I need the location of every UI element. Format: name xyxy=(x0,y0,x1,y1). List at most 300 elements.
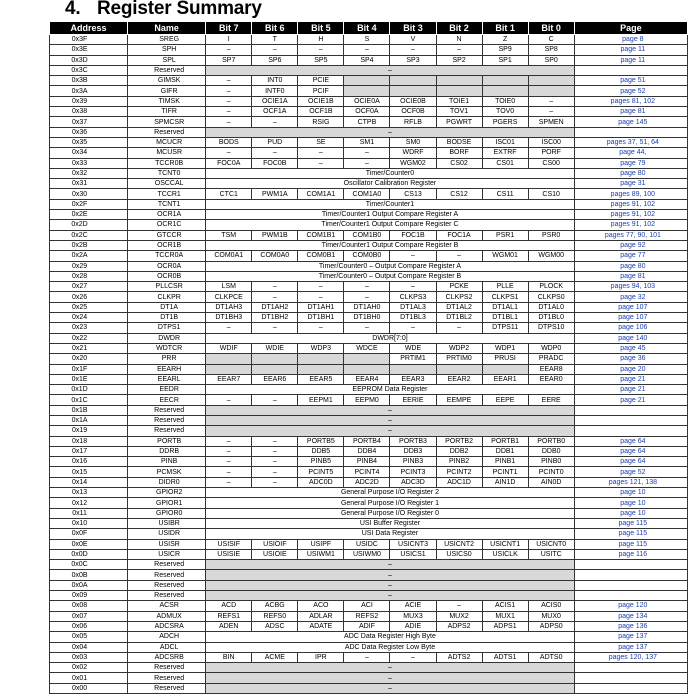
bit-cell: COM0B1 xyxy=(298,251,344,261)
table-row xyxy=(50,168,688,178)
bit-cell: EEPM0 xyxy=(344,395,390,405)
address-cell: 0x22 xyxy=(50,333,128,343)
register-name-cell: ADCSRA xyxy=(128,621,206,631)
address-cell: 0x17 xyxy=(50,446,128,456)
table-row xyxy=(50,127,688,137)
bit-cell: – xyxy=(206,436,252,446)
address-cell: 0x11 xyxy=(50,508,128,518)
bit-cell: SP6 xyxy=(252,55,298,65)
bit-cell: CLKPS2 xyxy=(436,292,482,302)
bit-cell: USIWM0 xyxy=(344,549,390,559)
bit-cell: PINB0 xyxy=(528,457,574,467)
address-cell: 0x12 xyxy=(50,498,128,508)
bit-cell: – xyxy=(206,96,252,106)
bit-cell: OCIE1B xyxy=(298,96,344,106)
page-ref-cell: page 52 xyxy=(574,467,687,477)
bit-cell: DDB4 xyxy=(344,446,390,456)
table-row xyxy=(50,137,688,147)
bit-cell: DT1AH1 xyxy=(298,302,344,312)
bit-cell: – xyxy=(206,86,252,96)
register-name-cell: TCCR0A xyxy=(128,251,206,261)
page-ref-cell: page 81 xyxy=(574,271,687,281)
bit-cell: I xyxy=(206,35,252,45)
column-header: Bit 1 xyxy=(482,22,528,35)
address-cell: 0x2F xyxy=(50,199,128,209)
register-span-cell: Timer/Counter1 Output Compare Register C xyxy=(206,220,575,230)
bit-cell: EEAR7 xyxy=(206,374,252,384)
bit-cell: COM1B0 xyxy=(344,230,390,240)
register-name-cell: Reserved xyxy=(128,591,206,601)
bit-cell: – xyxy=(206,467,252,477)
register-summary-table xyxy=(49,21,688,694)
bit-cell: PWM1A xyxy=(252,189,298,199)
bit-cell: – xyxy=(390,282,436,292)
bit-cell: – xyxy=(344,148,390,158)
bit-cell: S xyxy=(344,35,390,45)
bit-cell: WDE xyxy=(390,343,436,353)
bit-cell: PORTB4 xyxy=(344,436,390,446)
bit-cell: SP5 xyxy=(298,55,344,65)
register-span-cell: General Purpose I/O Register 1 xyxy=(206,498,575,508)
register-name-cell: GIFR xyxy=(128,86,206,96)
bit-cell: BORF xyxy=(436,148,482,158)
page-ref-cell: page 81 xyxy=(574,107,687,117)
register-name-cell: TCCR0B xyxy=(128,158,206,168)
table-row xyxy=(50,261,688,271)
bit-cell: USICS0 xyxy=(436,549,482,559)
bit-cell: PRTIM0 xyxy=(436,354,482,364)
page-ref-cell: page 36 xyxy=(574,354,687,364)
bit-cell: ACIS1 xyxy=(482,601,528,611)
bit-cell: PCINT5 xyxy=(298,467,344,477)
register-name-cell: Reserved xyxy=(128,663,206,673)
table-row xyxy=(50,374,688,384)
bit-cell: ADTS0 xyxy=(528,652,574,662)
table-row xyxy=(50,210,688,220)
bit-cell: OCIE0A xyxy=(344,96,390,106)
register-span-cell: DWDR[7:0] xyxy=(206,333,575,343)
bit-cell: DDB5 xyxy=(298,446,344,456)
bit-cell: EEAR1 xyxy=(482,374,528,384)
bit-cell: – xyxy=(344,282,390,292)
address-cell: 0x38 xyxy=(50,107,128,117)
bit-cell xyxy=(528,86,574,96)
table-row xyxy=(50,395,688,405)
page-ref-cell: page 115 xyxy=(574,539,687,549)
bit-cell: V xyxy=(390,35,436,45)
bit-cell: – xyxy=(344,652,390,662)
register-span-cell: – xyxy=(206,426,575,436)
register-name-cell: EEARH xyxy=(128,364,206,374)
register-name-cell: DDRB xyxy=(128,446,206,456)
table-row xyxy=(50,611,688,621)
bit-cell: ADC3D xyxy=(390,477,436,487)
page-ref-cell: page 10 xyxy=(574,508,687,518)
bit-cell: ADEN xyxy=(206,621,252,631)
table-row xyxy=(50,333,688,343)
bit-cell: CTC1 xyxy=(206,189,252,199)
bit-cell: – xyxy=(436,323,482,333)
bit-cell: DT1AL3 xyxy=(390,302,436,312)
address-cell: 0x0F xyxy=(50,529,128,539)
page-ref-cell xyxy=(574,580,687,590)
register-span-cell: Oscillator Calibration Register xyxy=(206,179,575,189)
register-span-cell: USI Buffer Register xyxy=(206,518,575,528)
bit-cell: USIOIF xyxy=(252,539,298,549)
bit-cell: CS00 xyxy=(528,158,574,168)
bit-cell: ACD xyxy=(206,601,252,611)
address-cell: 0x30 xyxy=(50,189,128,199)
bit-cell xyxy=(482,364,528,374)
register-name-cell: PRR xyxy=(128,354,206,364)
bit-cell: DDB1 xyxy=(482,446,528,456)
bit-cell: – xyxy=(206,395,252,405)
column-header: Bit 4 xyxy=(344,22,390,35)
register-name-cell: DWDR xyxy=(128,333,206,343)
bit-cell: MUX1 xyxy=(482,611,528,621)
address-cell: 0x20 xyxy=(50,354,128,364)
bit-cell: AIN1D xyxy=(482,477,528,487)
register-span-cell: Timer/Counter0 – Output Compare Register B xyxy=(206,271,575,281)
table-row xyxy=(50,673,688,683)
bit-cell: SP3 xyxy=(390,55,436,65)
register-span-cell: – xyxy=(206,591,575,601)
page-ref-cell: page 107 xyxy=(574,302,687,312)
address-cell: 0x23 xyxy=(50,323,128,333)
bit-cell: – xyxy=(206,76,252,86)
bit-cell: – xyxy=(390,323,436,333)
bit-cell: – xyxy=(206,323,252,333)
register-name-cell: GTCCR xyxy=(128,230,206,240)
bit-cell: INT0 xyxy=(252,76,298,86)
bit-cell xyxy=(482,76,528,86)
bit-cell: TSM xyxy=(206,230,252,240)
bit-cell: FOC0B xyxy=(252,158,298,168)
bit-cell: DT1AH3 xyxy=(206,302,252,312)
page-ref-cell: pages 121, 138 xyxy=(574,477,687,487)
page-ref-cell: pages 91, 102 xyxy=(574,210,687,220)
table-row xyxy=(50,632,688,642)
bit-cell: USISIF xyxy=(206,539,252,549)
bit-cell: – xyxy=(298,148,344,158)
bit-cell: N xyxy=(436,35,482,45)
page-ref-cell: pages 120, 137 xyxy=(574,652,687,662)
page-ref-cell: page 64 xyxy=(574,457,687,467)
bit-cell: DDB0 xyxy=(528,446,574,456)
register-name-cell: DT1B xyxy=(128,313,206,323)
address-cell: 0x37 xyxy=(50,117,128,127)
bit-cell: ADIE xyxy=(390,621,436,631)
bit-cell: SP9 xyxy=(482,45,528,55)
bit-cell: SP2 xyxy=(436,55,482,65)
register-name-cell: EEDR xyxy=(128,385,206,395)
page-ref-cell: page 64 xyxy=(574,436,687,446)
page-ref-cell: page 80 xyxy=(574,168,687,178)
register-span-cell: – xyxy=(206,673,575,683)
bit-cell: – xyxy=(528,96,574,106)
bit-cell: CS01 xyxy=(482,158,528,168)
register-span-cell: General Purpose I/O Register 0 xyxy=(206,508,575,518)
table-row xyxy=(50,518,688,528)
bit-cell: RSIG xyxy=(298,117,344,127)
bit-cell: – xyxy=(252,395,298,405)
bit-cell xyxy=(390,76,436,86)
bit-cell: PORTB2 xyxy=(436,436,482,446)
bit-cell: USIPF xyxy=(298,539,344,549)
address-cell: 0x0D xyxy=(50,549,128,559)
bit-cell xyxy=(436,364,482,374)
bit-cell: COM1A1 xyxy=(298,189,344,199)
bit-cell: WDP2 xyxy=(436,343,482,353)
register-name-cell: OCR1C xyxy=(128,220,206,230)
address-cell: 0x25 xyxy=(50,302,128,312)
address-cell: 0x0A xyxy=(50,580,128,590)
address-cell: 0x10 xyxy=(50,518,128,528)
address-cell: 0x35 xyxy=(50,137,128,147)
bit-cell: PORF xyxy=(528,148,574,158)
table-row xyxy=(50,580,688,590)
address-cell: 0x2D xyxy=(50,220,128,230)
bit-cell: MUX3 xyxy=(390,611,436,621)
bit-cell: PUD xyxy=(252,137,298,147)
bit-cell: WGM01 xyxy=(482,251,528,261)
bit-cell: – xyxy=(344,292,390,302)
bit-cell: PINB3 xyxy=(390,457,436,467)
register-name-cell: PCMSK xyxy=(128,467,206,477)
bit-cell: EEAR3 xyxy=(390,374,436,384)
bit-cell: T xyxy=(252,35,298,45)
bit-cell: ADPS1 xyxy=(482,621,528,631)
page-ref-cell: page 106 xyxy=(574,323,687,333)
address-cell: 0x13 xyxy=(50,488,128,498)
column-header: Bit 6 xyxy=(252,22,298,35)
section-number: 4. xyxy=(65,0,81,19)
column-header: Bit 2 xyxy=(436,22,482,35)
address-cell: 0x1B xyxy=(50,405,128,415)
bit-cell: OCIE0B xyxy=(390,96,436,106)
bit-cell: CLKPS1 xyxy=(482,292,528,302)
bit-cell: ACBG xyxy=(252,601,298,611)
address-cell: 0x39 xyxy=(50,96,128,106)
address-cell: 0x3E xyxy=(50,45,128,55)
bit-cell: – xyxy=(298,323,344,333)
bit-cell: BODS xyxy=(206,137,252,147)
page-ref-cell: page 45 xyxy=(574,343,687,353)
bit-cell: PRTIM1 xyxy=(390,354,436,364)
bit-cell: – xyxy=(252,148,298,158)
bit-cell: – xyxy=(344,158,390,168)
bit-cell: WDIE xyxy=(252,343,298,353)
bit-cell: DT1BL1 xyxy=(482,313,528,323)
column-header: Name xyxy=(128,22,206,35)
bit-cell: INTF0 xyxy=(252,86,298,96)
bit-cell: – xyxy=(252,436,298,446)
bit-cell: USITC xyxy=(528,549,574,559)
page-ref-cell: page 136 xyxy=(574,621,687,631)
bit-cell: PORTB5 xyxy=(298,436,344,446)
address-cell: 0x2A xyxy=(50,251,128,261)
register-span-cell: – xyxy=(206,663,575,673)
column-header: Page xyxy=(574,22,687,35)
bit-cell: FOC0A xyxy=(206,158,252,168)
section-heading xyxy=(0,0,700,20)
address-cell: 0x06 xyxy=(50,621,128,631)
table-body xyxy=(50,35,688,694)
bit-cell: DT1BL0 xyxy=(528,313,574,323)
bit-cell: WDP3 xyxy=(298,343,344,353)
address-cell: 0x18 xyxy=(50,436,128,446)
bit-cell xyxy=(436,86,482,96)
address-cell: 0x27 xyxy=(50,282,128,292)
table-row xyxy=(50,446,688,456)
bit-cell xyxy=(206,354,252,364)
column-header: Bit 3 xyxy=(390,22,436,35)
address-cell: 0x19 xyxy=(50,426,128,436)
table-row xyxy=(50,302,688,312)
page-ref-cell xyxy=(574,65,687,75)
address-cell: 0x02 xyxy=(50,663,128,673)
bit-cell: – xyxy=(252,323,298,333)
register-span-cell: USI Data Register xyxy=(206,529,575,539)
bit-cell: PCINT1 xyxy=(482,467,528,477)
bit-cell: OCF1A xyxy=(252,107,298,117)
table-row xyxy=(50,292,688,302)
bit-cell: DT1BH3 xyxy=(206,313,252,323)
table-row xyxy=(50,323,688,333)
register-name-cell: OCR1A xyxy=(128,210,206,220)
table-row xyxy=(50,148,688,158)
page-ref-cell: page 115 xyxy=(574,518,687,528)
bit-cell: – xyxy=(298,282,344,292)
bit-cell: PRADC xyxy=(528,354,574,364)
register-name-cell: EEARL xyxy=(128,374,206,384)
address-cell: 0x32 xyxy=(50,168,128,178)
table-row xyxy=(50,415,688,425)
bit-cell: WDP1 xyxy=(482,343,528,353)
bit-cell: WDP0 xyxy=(528,343,574,353)
bit-cell: ADPS0 xyxy=(528,621,574,631)
bit-cell: – xyxy=(252,446,298,456)
bit-cell: DTPS10 xyxy=(528,323,574,333)
bit-cell: CS12 xyxy=(436,189,482,199)
table-row xyxy=(50,591,688,601)
bit-cell: EEPE xyxy=(482,395,528,405)
register-name-cell: ACSR xyxy=(128,601,206,611)
bit-cell: – xyxy=(252,477,298,487)
bit-cell: DTPS11 xyxy=(482,323,528,333)
page-ref-cell: page 10 xyxy=(574,498,687,508)
bit-cell: SP7 xyxy=(206,55,252,65)
bit-cell: ADSC xyxy=(252,621,298,631)
address-cell: 0x2B xyxy=(50,240,128,250)
address-cell: 0x0C xyxy=(50,560,128,570)
address-cell: 0x01 xyxy=(50,673,128,683)
bit-cell: DDB3 xyxy=(390,446,436,456)
bit-cell: – xyxy=(206,148,252,158)
table-row xyxy=(50,65,688,75)
bit-cell: PCIE xyxy=(298,76,344,86)
register-name-cell: OSCCAL xyxy=(128,179,206,189)
bit-cell: – xyxy=(298,158,344,168)
page-ref-cell: page 51 xyxy=(574,76,687,86)
table-row xyxy=(50,457,688,467)
address-cell: 0x16 xyxy=(50,457,128,467)
table-row xyxy=(50,560,688,570)
register-name-cell: SREG xyxy=(128,35,206,45)
bit-cell: – xyxy=(436,251,482,261)
register-name-cell: Reserved xyxy=(128,673,206,683)
bit-cell: REFS1 xyxy=(206,611,252,621)
address-cell: 0x33 xyxy=(50,158,128,168)
bit-cell: LSM xyxy=(206,282,252,292)
bit-cell: USICNT2 xyxy=(436,539,482,549)
bit-cell: TOIE0 xyxy=(482,96,528,106)
register-name-cell: ADCL xyxy=(128,642,206,652)
bit-cell: CLKPCE xyxy=(206,292,252,302)
bit-cell xyxy=(252,354,298,364)
page-ref-cell: page 80 xyxy=(574,261,687,271)
bit-cell: COM0A1 xyxy=(206,251,252,261)
bit-cell: FOC1A xyxy=(436,230,482,240)
bit-cell xyxy=(344,364,390,374)
column-header: Address xyxy=(50,22,128,35)
page-ref-cell: page 21 xyxy=(574,395,687,405)
table-row xyxy=(50,621,688,631)
bit-cell: SM0 xyxy=(390,137,436,147)
table-row xyxy=(50,189,688,199)
table-row xyxy=(50,282,688,292)
bit-cell: OCF0B xyxy=(390,107,436,117)
page-ref-cell xyxy=(574,663,687,673)
table-row xyxy=(50,570,688,580)
bit-cell: TOIE1 xyxy=(436,96,482,106)
bit-cell: RFLB xyxy=(390,117,436,127)
bit-cell: DT1AH2 xyxy=(252,302,298,312)
table-row xyxy=(50,549,688,559)
bit-cell: PCINT2 xyxy=(436,467,482,477)
bit-cell: DT1BH1 xyxy=(298,313,344,323)
register-name-cell: CLKPR xyxy=(128,292,206,302)
bit-cell: PWM1B xyxy=(252,230,298,240)
register-span-cell: Timer/Counter1 xyxy=(206,199,575,209)
register-name-cell: Reserved xyxy=(128,415,206,425)
page-ref-cell: page 120 xyxy=(574,601,687,611)
page-ref-cell xyxy=(574,570,687,580)
table-row xyxy=(50,508,688,518)
bit-cell: USICNT3 xyxy=(390,539,436,549)
bit-cell: PINB4 xyxy=(344,457,390,467)
bit-cell: ADLAR xyxy=(298,611,344,621)
page-ref-cell: page 11 xyxy=(574,45,687,55)
page-ref-cell: page 32 xyxy=(574,292,687,302)
register-name-cell: OCR0A xyxy=(128,261,206,271)
bit-cell: Z xyxy=(482,35,528,45)
register-name-cell: Reserved xyxy=(128,560,206,570)
register-span-cell: ADC Data Register High Byte xyxy=(206,632,575,642)
bit-cell: DT1AL0 xyxy=(528,302,574,312)
bit-cell: – xyxy=(206,45,252,55)
bit-cell: ADC1D xyxy=(436,477,482,487)
page-ref-cell: pages 77, 90, 101 xyxy=(574,230,687,240)
address-cell: 0x1F xyxy=(50,364,128,374)
address-cell: 0x3F xyxy=(50,35,128,45)
page-ref-cell xyxy=(574,560,687,570)
address-cell: 0x31 xyxy=(50,179,128,189)
address-cell: 0x26 xyxy=(50,292,128,302)
address-cell: 0x1A xyxy=(50,415,128,425)
register-name-cell: Reserved xyxy=(128,683,206,693)
register-name-cell: Reserved xyxy=(128,65,206,75)
